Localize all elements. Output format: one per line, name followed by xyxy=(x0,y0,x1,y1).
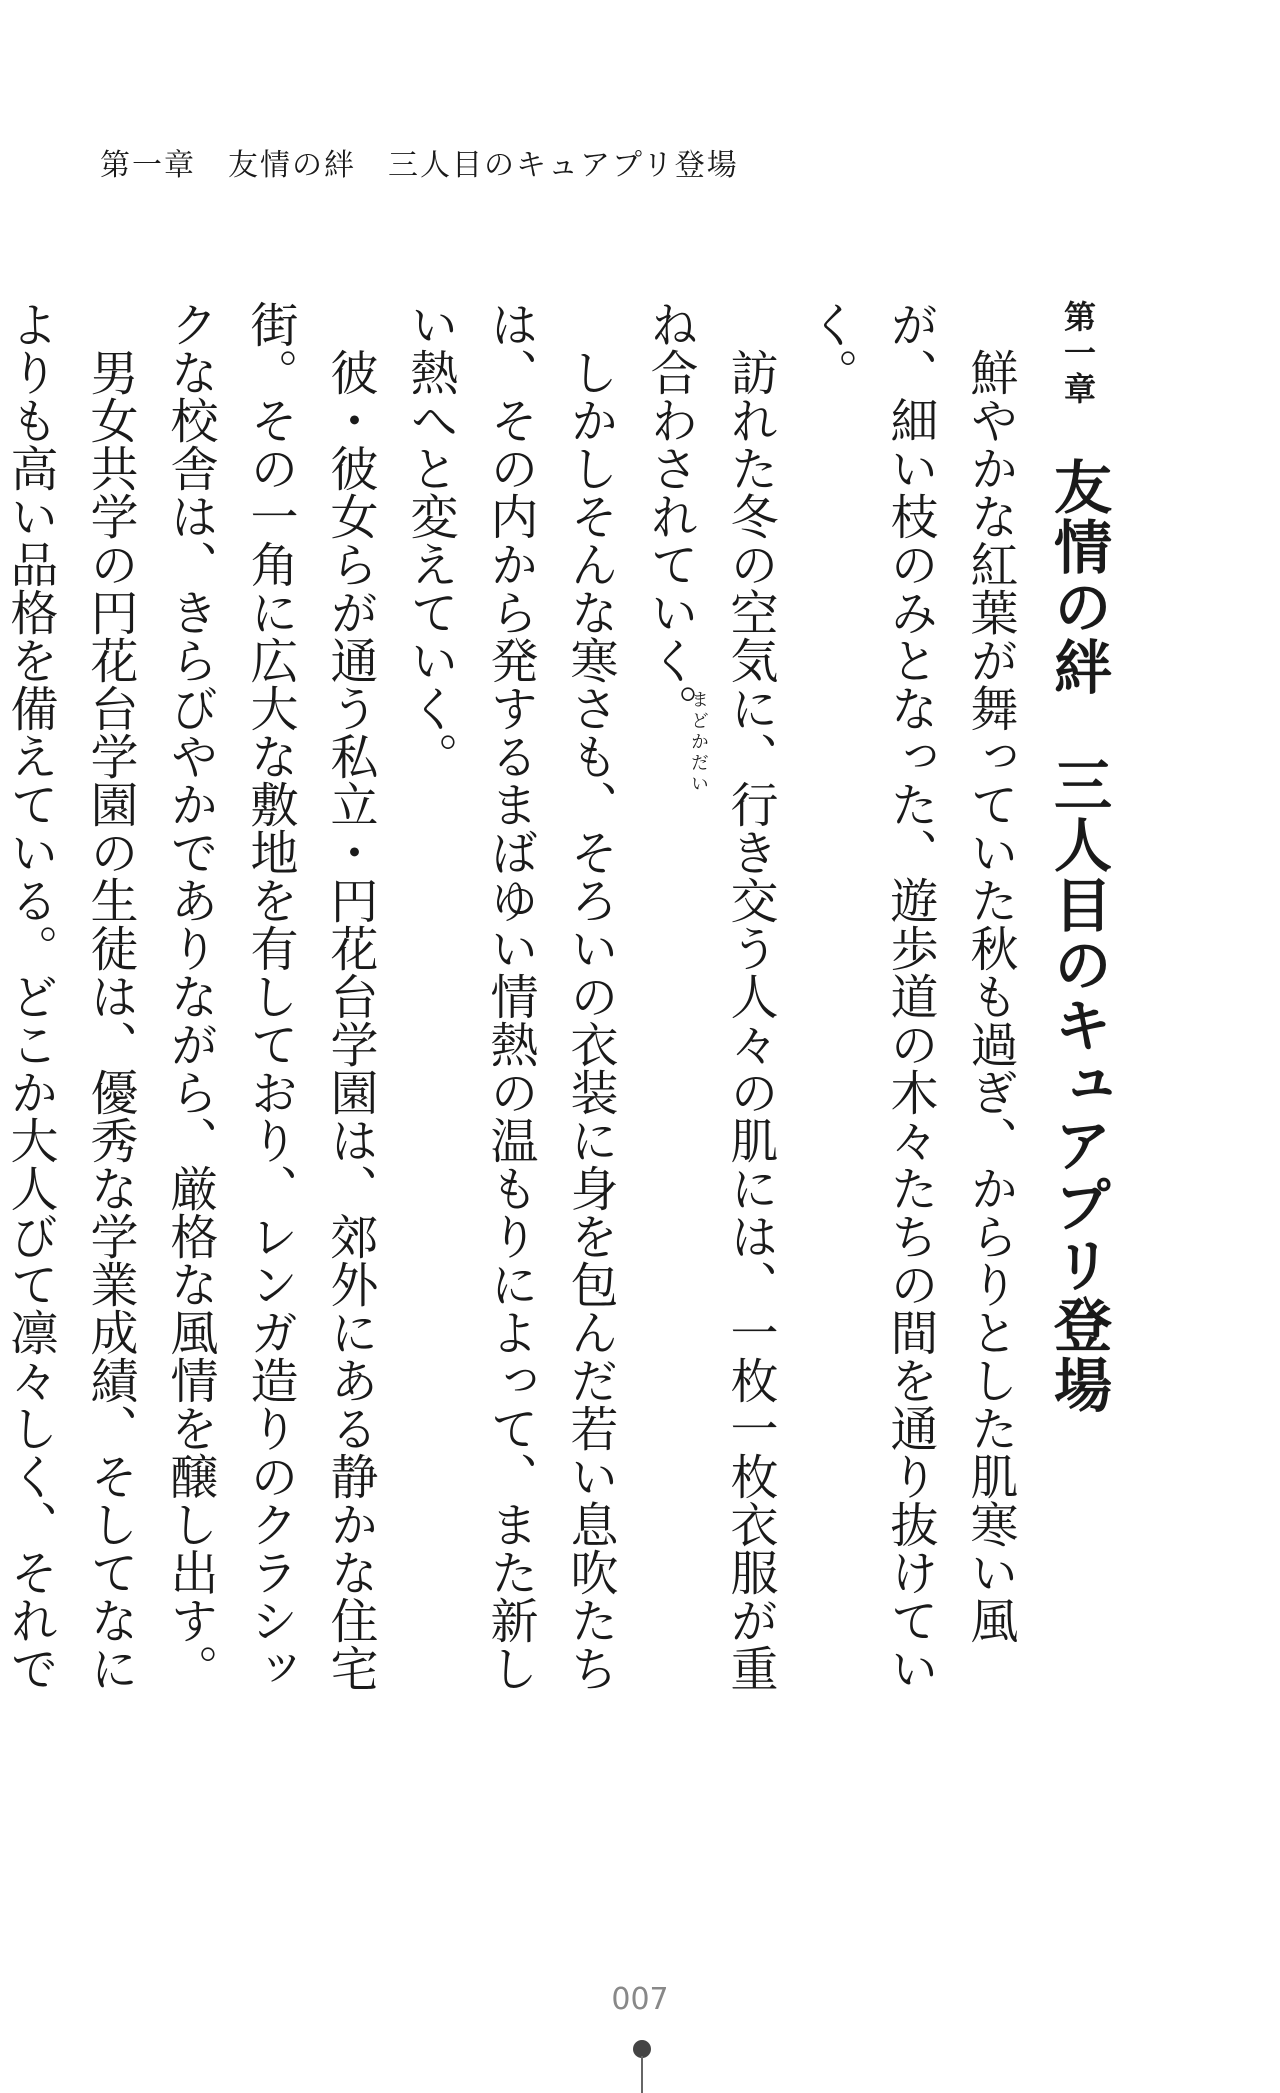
paragraph: 鮮やかな紅葉が舞っていた秋も過ぎ、からりとした肌寒い風が、細い枝のみとなった、遊歩道の木々たちの間を通り抜けていく。 xyxy=(802,300,1018,1692)
chapter-name-part2: 三人目のキュアプリ登場 xyxy=(1044,755,1112,1415)
running-header: 第一章 友情の絆 三人目のキュアプリ登場 xyxy=(100,148,739,183)
paragraph: 男女共学の円花台学園の生徒は、優秀な学業成績、そしてなによりも高い品格を備えている。どこか大人びて凛々しく、それで xyxy=(2,300,138,1692)
ruby-reading: まどかだい xyxy=(688,690,709,795)
chapter-name-part1: 友情の絆 xyxy=(1044,457,1112,697)
paragraph: 訪れた冬の空気に、行き交う人々の肌には、一枚一枚衣服が重ね合わされていく。 xyxy=(642,300,778,1692)
page-number: 007 xyxy=(611,1982,669,2017)
page-marker-rule xyxy=(641,2056,643,2093)
chapter-name xyxy=(1044,457,1112,1415)
paragraph: しかしそんな寒さも、そろいの衣装に身を包んだ若い息吹たちは、その内から発するまばゆい情熱の温もりによって、また新しい熱へと変えていく。 xyxy=(402,300,618,1692)
paragraph: 彼・彼女らが通う私立・円花台学園は、郊外にある静かな住宅街。その一角に広大な敷地を有しており、レンガ造りのクラシックな校舎は、きらびやかでありながら、厳格な風情を醸し出す。 xyxy=(162,300,378,1692)
chapter-label: 第一章 xyxy=(1059,300,1097,408)
chapter-title xyxy=(1036,300,1120,1700)
body-text xyxy=(0,300,1030,1700)
